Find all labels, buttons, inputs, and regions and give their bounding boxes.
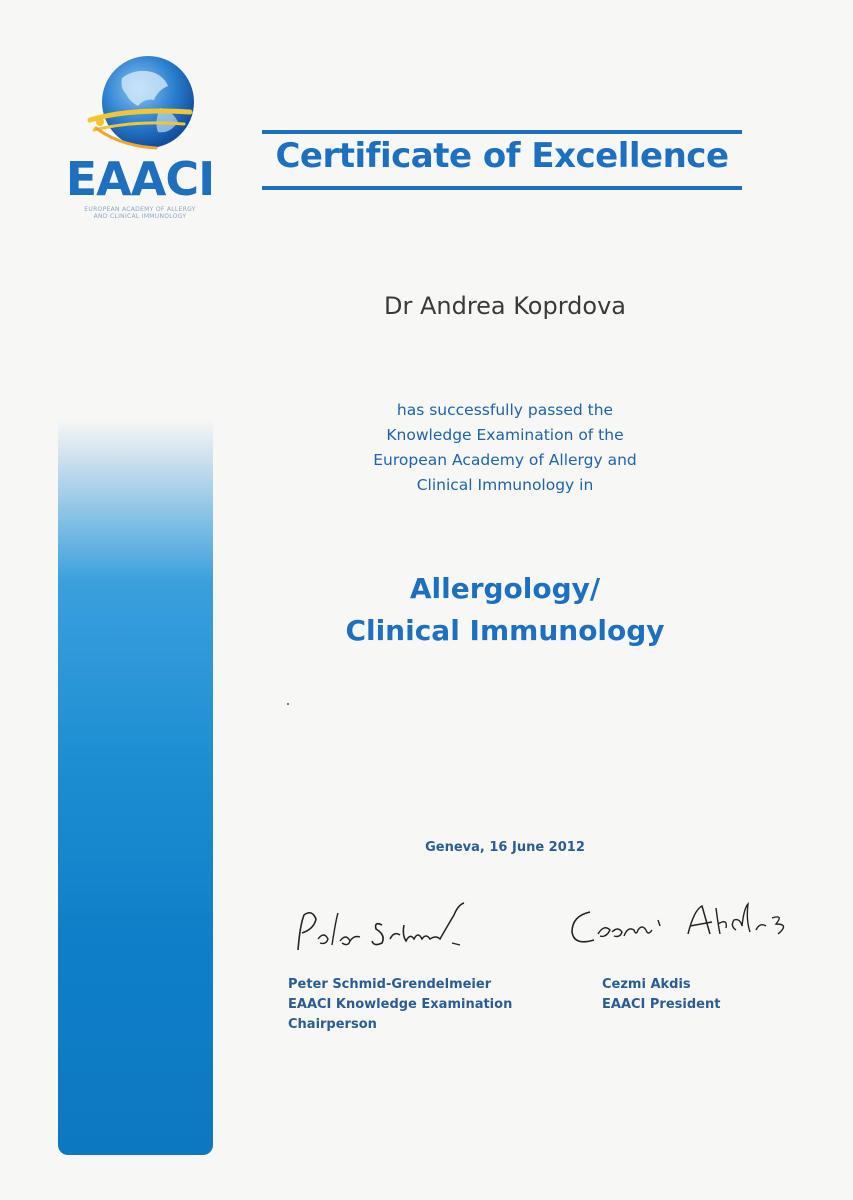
signatory-left [288, 975, 512, 1035]
signatory-left-role: EAACI Knowledge Examination [288, 997, 513, 1012]
signatory-right-name: Cezmi Akdis [602, 977, 691, 992]
logo-tagline-line2: AND CLINICAL IMMUNOLOGY [93, 213, 187, 220]
signatory-left-name: Peter Schmid-Grendelmeier [288, 977, 492, 992]
logo-tagline-line1: EUROPEAN ACADEMY OF ALLERGY [84, 206, 196, 213]
certificate-title: Certificate of Excellence [275, 136, 729, 176]
title-rule-bottom [262, 186, 742, 190]
discipline [270, 568, 740, 652]
statement-line: European Academy of Allergy and [373, 451, 637, 469]
discipline-line: Allergology/ [409, 572, 601, 605]
paper-speck [287, 703, 289, 705]
title-rule-top [262, 130, 742, 134]
statement-line: has successfully passed the [396, 401, 614, 419]
discipline-line: Clinical Immunology [345, 614, 665, 647]
certificate-statement [280, 398, 730, 498]
blue-gradient-band [58, 420, 213, 1155]
signatory-right-role: EAACI President [602, 997, 721, 1012]
place-date: Geneva, 16 June 2012 [425, 840, 585, 855]
signature-left [290, 895, 490, 965]
eaaci-logo [60, 50, 225, 230]
recipient-name: Dr Andrea Koprdova [383, 292, 626, 320]
globe-icon [60, 50, 225, 160]
statement-line: Knowledge Examination of the [386, 426, 624, 444]
statement-line: Clinical Immunology in [416, 476, 594, 494]
signatory-left-role-2: Chairperson [288, 1017, 377, 1032]
signature-right [560, 890, 810, 960]
logo-wordmark: EAACI [65, 152, 215, 206]
signatory-right [602, 975, 720, 1015]
logo-tagline [70, 206, 210, 220]
